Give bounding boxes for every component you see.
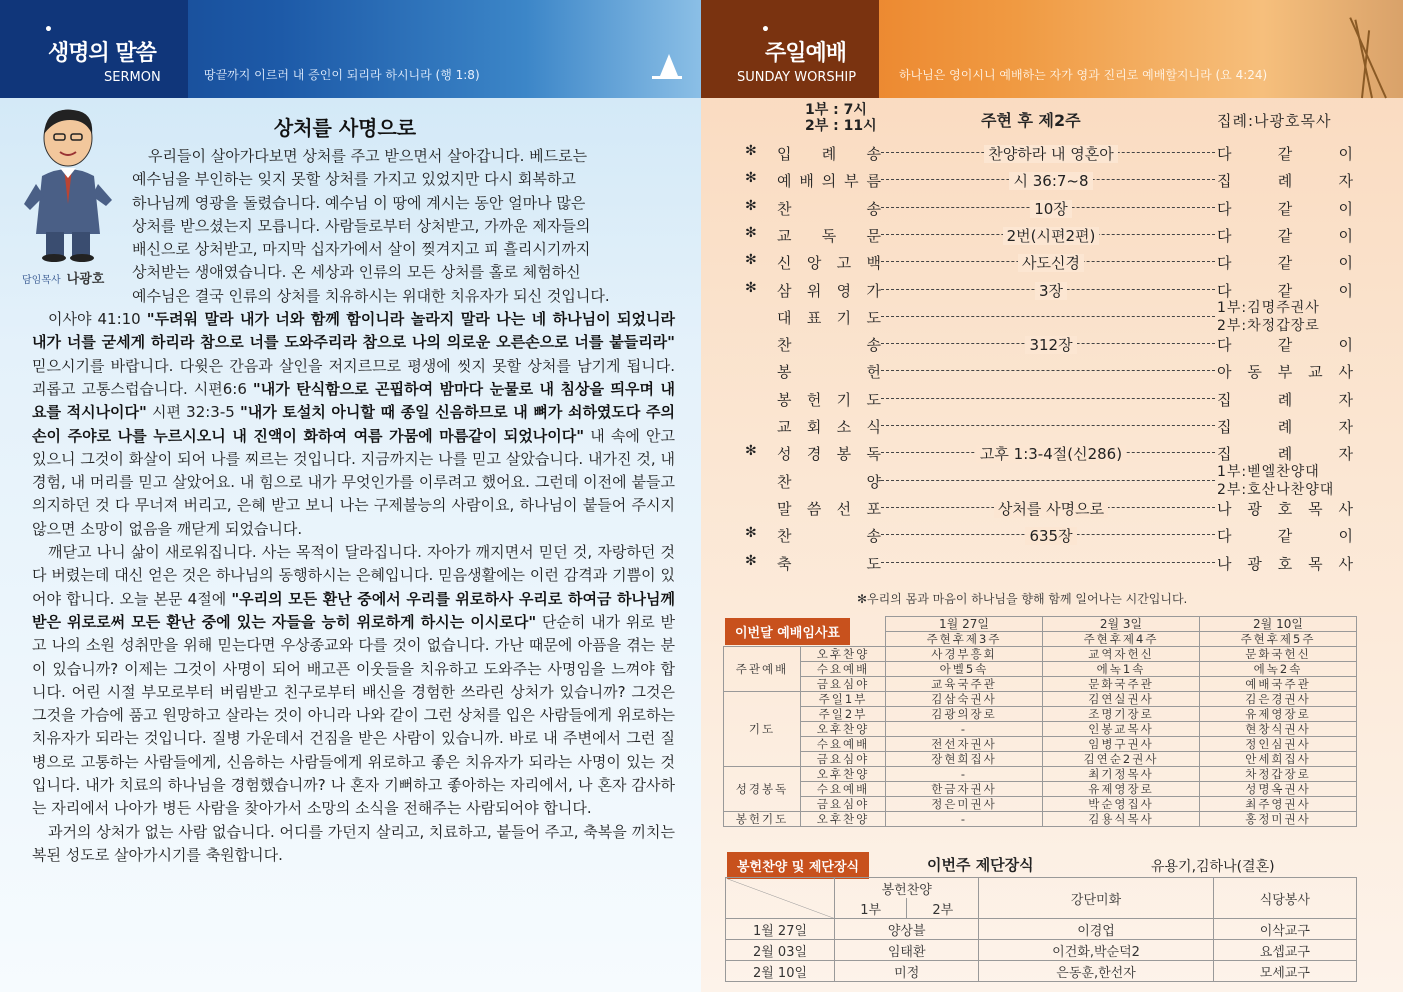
- scripture-quote: "우리의 모든 환난 중에서 우리를 위로하사 우리로 하여금 하나님께 받은 위로로써 모든 환난 중에 있는 자들을 능히 위로하게 하시는 이시로다": [32, 589, 675, 631]
- flow-cell-date: 1월 27일: [726, 919, 835, 940]
- worship-week-title: 주현 후 제2주: [981, 111, 1081, 130]
- service-first: 1부 : 7시: [805, 102, 867, 118]
- schedule-cell: 정인심권사: [1200, 737, 1357, 752]
- schedule-cell: 전선자권사: [886, 737, 1043, 752]
- standing-mark: ✻: [745, 525, 757, 542]
- sermon-header: [0, 0, 701, 98]
- order-content: 찬양하라 내 영혼아: [891, 143, 1211, 164]
- worship-leader: 집례:나광호목사: [1217, 112, 1332, 130]
- standing-mark: ✻: [745, 279, 757, 296]
- schedule-cell: 홍정미권사: [1200, 812, 1357, 827]
- order-content: 고후 1:3-4절(신286): [891, 443, 1211, 464]
- schedule-cell: 예배국주관: [1200, 677, 1357, 692]
- schedule-service: 오후찬양: [801, 812, 886, 827]
- worship-header-verse: 하나님은 영이시니 예배하는 자가 영과 진리로 예배할지니라 (요 4:24): [899, 68, 1268, 82]
- order-row: [741, 194, 1361, 220]
- schedule-cell: 유제영장로: [1043, 782, 1200, 797]
- diagonal-cell: [726, 878, 835, 919]
- sailboat-icon: [660, 54, 678, 76]
- schedule-service: 수요예배: [801, 662, 886, 677]
- scripture-quote: "두려워 말라 내가 너와 함께 함이니라 놀라지 말라 나는 네 하나님이 되었니라 내가 너를 굳세게 하리라 참으로 너를 도와주리라 참으로 나의 의로운 오른손으로 너를 붙들리라": [32, 310, 676, 352]
- standing-mark: ✻: [745, 170, 757, 187]
- flow-cell-kitchen: 모세교구: [1213, 961, 1356, 982]
- schedule-row: [724, 782, 1357, 797]
- sermon-text: 믿으시기를 바랍니다. 다윗은 간음과 살인을 저지르므로 평생에 씻지 못할 상처를 남기게 됩니다. 괴롭고 고통스럽습니다. 시편6:6: [32, 356, 675, 398]
- sermon-page: [0, 0, 701, 992]
- schedule-service: 금요심야: [801, 677, 886, 692]
- schedule-cell: 김용식목사: [1043, 812, 1200, 827]
- worship-logo-english: SUNDAY WORSHIP: [737, 70, 857, 85]
- schedule-row: [724, 677, 1357, 692]
- order-content: 시 36:7~8: [891, 170, 1211, 191]
- flow-cell-flower: 은동훈,한선자: [979, 961, 1213, 982]
- order-row: [741, 385, 1361, 411]
- schedule-service: 오후찬양: [801, 647, 886, 662]
- schedule-row: [724, 752, 1357, 767]
- order-leader: 집 례 자: [1217, 172, 1353, 191]
- sermon-line: 예수님은 결국 인류의 상처를 치유하시는 위대한 치유자가 되신 것입니다.: [132, 286, 610, 305]
- order-row: [741, 412, 1361, 438]
- order-row: [741, 221, 1361, 247]
- order-item: 예 배 의 부 름: [777, 172, 881, 191]
- schedule-cell: 정은미권사: [886, 797, 1043, 812]
- schedule-cell: -: [886, 812, 1043, 827]
- schedule-row: [724, 797, 1357, 812]
- order-item: 신 앙 고 백: [777, 254, 881, 273]
- schedule-cell: 에녹1속: [1043, 662, 1200, 677]
- schedule-date: 2월 3일: [1043, 617, 1200, 632]
- order-row: [741, 494, 1361, 520]
- sermon-logo: [0, 0, 188, 98]
- flow-cell-flower: 이경업: [979, 919, 1213, 940]
- order-leader: 나 광 호 목 사: [1217, 499, 1353, 518]
- schedule-category: 봉헌기도: [724, 812, 801, 827]
- order-item: 찬 송: [777, 527, 881, 546]
- schedule-cell: 박순영집사: [1043, 797, 1200, 812]
- sermon-line: 우리들이 살아가다보면 상처를 주고 받으면서 살아갑니다. 베드로는: [148, 147, 588, 165]
- schedule-service: 금요심야: [801, 797, 886, 812]
- schedule-cell: 성명옥권사: [1200, 782, 1357, 797]
- order-item: 대 표 기 도: [777, 308, 881, 327]
- flow-row: [726, 919, 1357, 940]
- schedule-cell: 안세희집사: [1200, 752, 1357, 767]
- schedule-cell: 김삼숙권사: [886, 692, 1043, 707]
- sermon-header-verse: 땅끝까지 이르러 내 증인이 되리라 하시니라 (행 1:8): [204, 68, 480, 82]
- order-item: 축 도: [777, 554, 881, 573]
- schedule-cell: 교역자헌신: [1043, 647, 1200, 662]
- order-row: [741, 166, 1361, 192]
- schedule-service: 금요심야: [801, 752, 886, 767]
- schedule-row: [724, 722, 1357, 737]
- flow-head-kitchen: 식당봉사: [1213, 878, 1356, 919]
- standing-mark: ✻: [745, 552, 757, 569]
- schedule-row: [724, 812, 1357, 827]
- order-content: 3장: [891, 280, 1211, 301]
- schedule-cell: 김광의장로: [886, 707, 1043, 722]
- sermon-line: 예수님을 부인하는 잊지 못할 상처를 가지고 있었지만 다시 회복하고: [132, 170, 576, 189]
- pastor-name: 나광호: [66, 272, 105, 287]
- schedule-date: 2월 10일: [1200, 617, 1357, 632]
- flow-title: 이번주 제단장식: [927, 856, 1034, 874]
- order-leader: 다 같 이: [1217, 281, 1353, 300]
- order-item: 성 경 봉 독: [777, 445, 881, 464]
- order-leader: 집 례 자: [1217, 445, 1353, 464]
- order-row: [741, 549, 1361, 575]
- order-item: 교 회 소 식: [777, 418, 881, 436]
- order-item: 삼 위 영 가: [777, 281, 881, 300]
- sermon-logo-korean: • 생명의 말씀: [48, 36, 156, 67]
- leader-dots: [881, 316, 1215, 317]
- order-leader: 다 같 이: [1217, 336, 1353, 355]
- schedule-week: 주현후제5주: [1200, 632, 1357, 647]
- order-leader: 다 같 이: [1217, 145, 1353, 163]
- sermon-text: 단순히 내가 위로 받고 나의 소원 성취만을 위해 믿는다면 우상종교와 다를 것이 없습니다. 가난 때문에 아픔을 겪는 분이 있습니까? 이제는 그것이 사명이 되어 배고픈 이웃들을 치유하고 도와주는 사명임을 느껴야 합니다. 어린 시절 부모로부터 버림받고 친구로부터 배신을 경험한 쓰라린 상처가 있습니까? 그것은 그것을 가슴에 품고 원망하고 살라는 것이 아니라 나와 같이 그런 상처를 입은 사람들에게 위로하는 치유자가 되라는 것입니다. 질병 가운데서 건짐을 받은 사람이 있습니까. 바로 내 주변에서 그런 질병으로 고통하는 사람들에게, 신음하는 사람들에게 위로하고 좋은 치유자가 되라는 사명이 있는 것입니다. 내가 치료의 하나님을 경험했습니까? 나 혼자 기뻐하고 좋아하는 자리에서, 나 혼자 감사하는 자리에서 나아가 병든 사람을 찾아가서 소망의 소식을 전해주는 사람되어야 합니다.: [32, 612, 675, 818]
- offering-table: [725, 877, 1357, 982]
- order-note: ✻우리의 몸과 마음이 하나님을 향해 함께 일어나는 시간입니다.: [857, 592, 1188, 606]
- flow-cell-date: 2월 03일: [726, 940, 835, 961]
- order-leader: 다 같 이: [1217, 254, 1353, 273]
- flow-cell-kitchen: 요셉교구: [1213, 940, 1356, 961]
- pastor-role: 담임목사: [22, 275, 61, 286]
- schedule-cell: 최주영권사: [1200, 797, 1357, 812]
- flow-cell-kitchen: 이삭교구: [1213, 919, 1356, 940]
- schedule-week: 주현후제3주: [886, 632, 1043, 647]
- service-second: 2부 : 11시: [805, 118, 877, 134]
- flow-head-second: 2부: [907, 898, 979, 919]
- worship-header: [701, 0, 1403, 98]
- sermon-text: 내 속에 안고 있으니 그것이 화살이 되어 나를 찌르는 것입니다. 지금까지는 나를 믿고 살았습니다. 내가진 것, 내 경험, 내 머리를 믿고 살았어요. 내 힘으로 내가 무엇인가를 이루려고 했어요. 그런데 이전에 붙들고 의지하던 것 다 무너져 버리고, 은혜 받고 보니 나는 구제불능의 사람이요, 하나님이 붙들어 주시지 않으면 소망이 없음을 깨닫게 되었습니다.: [32, 426, 675, 538]
- service-times: [805, 102, 877, 134]
- schedule-cell: 유제영장로: [1200, 707, 1357, 722]
- flow-head-first: 1부: [835, 898, 907, 919]
- order-row: [741, 439, 1361, 465]
- order-item: 찬 송: [777, 199, 881, 218]
- schedule-cell: 임병구권사: [1043, 737, 1200, 752]
- flow-cell-date: 2월 10일: [726, 961, 835, 982]
- leader-dots: [881, 398, 1215, 399]
- schedule-category: 성경봉독: [724, 767, 801, 812]
- flow-head-group: 봉헌찬양: [835, 878, 979, 899]
- sermon-title: 상처를 사명으로: [273, 116, 417, 140]
- schedule-row: [724, 662, 1357, 677]
- worship-page: [701, 0, 1403, 992]
- schedule-category: 기도: [724, 692, 801, 767]
- flow-decoration: 유용기,김하나(결혼): [1151, 859, 1275, 875]
- schedule-week: 주현후제4주: [1043, 632, 1200, 647]
- order-leader: 아 동 부 교 사: [1217, 363, 1353, 382]
- schedule-cell: 에녹2속: [1200, 662, 1357, 677]
- schedule-row: [724, 692, 1357, 707]
- order-row: [741, 299, 1361, 334]
- schedule-cell: 조명기장로: [1043, 707, 1200, 722]
- standing-mark: ✻: [745, 197, 757, 214]
- order-leader: 집 례 자: [1217, 390, 1353, 409]
- sermon-text: 깨닫고 나니 삶이 새로워집니다. 사는 목적이 달라집니다. 자아가 깨지면서 믿던 것, 자랑하던 것 다 버렸는데 대신 얻은 것은 하나님의 동행하시는 은혜입니다. 믿음생활에는 이런 감격과 기쁨이 있어야 합니다. 오늘 본문 4절에: [32, 543, 675, 608]
- standing-mark: ✻: [745, 443, 757, 460]
- schedule-cell: -: [886, 767, 1043, 782]
- schedule-service: 주일1부: [801, 692, 886, 707]
- order-item: 말 씀 선 포: [777, 499, 881, 518]
- order-content: 2번(시편2편): [891, 225, 1211, 246]
- sermon-text: 시편 32:3-5: [146, 403, 240, 422]
- order-row: [741, 276, 1361, 302]
- leader-dots: [881, 480, 1215, 481]
- schedule-cell: 교육국주관: [886, 677, 1043, 692]
- order-leader: 나 광 호 목 사: [1217, 554, 1353, 573]
- flow-cell-praise: 미정: [835, 961, 979, 982]
- order-leader: 집 례 자: [1217, 418, 1353, 436]
- sermon-body: [32, 145, 675, 867]
- schedule-service: 오후찬양: [801, 722, 886, 737]
- schedule-cell: 최기정목사: [1043, 767, 1200, 782]
- schedule-category: 주관예배: [724, 647, 801, 692]
- schedule-cell: 문화국헌신: [1200, 647, 1357, 662]
- order-row: [741, 463, 1361, 498]
- sermon-line: 상처를 받으셨는지 모릅니다. 사람들로부터 상처받고, 가까운 제자들의: [132, 216, 591, 235]
- schedule-cell: 차정갑장로: [1200, 767, 1357, 782]
- flow-row: [726, 961, 1357, 982]
- flow-head-flowers: 강단미화: [979, 878, 1213, 919]
- schedule-service: 주일2부: [801, 707, 886, 722]
- flow-label: 봉헌찬양 및 제단장식: [727, 852, 869, 879]
- leader-dots: [881, 370, 1215, 371]
- schedule-service: 수요예배: [801, 737, 886, 752]
- order-content: 사도신경: [891, 252, 1211, 273]
- sermon-logo-english: SERMON: [104, 70, 161, 85]
- order-item: 봉 헌: [777, 363, 881, 382]
- order-item: 교 독 문: [777, 226, 881, 245]
- schedule-service: 오후찬양: [801, 767, 886, 782]
- sermon-paragraph: [32, 541, 675, 821]
- scripture-quote: "내가 탄식함으로 곤핍하여 밤마다 눈물로 내 침상을 띄우며 내 요를 적시나이다": [32, 379, 675, 422]
- order-leader: 다 같 이: [1217, 226, 1353, 245]
- sermon-line: 하나님께 영광을 돌렸습니다. 예수님 이 땅에 계시는 동안 얼마나 많은: [132, 193, 586, 212]
- standing-mark: ✻: [745, 252, 757, 269]
- schedule-table: [723, 616, 1357, 827]
- flow-row: [726, 940, 1357, 961]
- schedule-cell: 한금자권사: [886, 782, 1043, 797]
- flow-cell-flower: 이건화,박순덕2: [979, 940, 1213, 961]
- schedule-row: [724, 647, 1357, 662]
- sermon-paragraph: 과거의 상처가 없는 사람 없습니다. 어디를 가던지 살리고, 치료하고, 붙들어 주고, 축복을 끼치는 복된 성도로 살아가시기를 축원합니다.: [32, 822, 675, 864]
- sailboat-hull: [652, 76, 682, 79]
- scripture-quote: "내가 토설치 아니할 때 종일 신음하므로 내 뼈가 쇠하였도다 주의 손이 주야로 나를 누르시오니 내 진액이 화하여 여름 가뭄에 마름같이 되었나이다": [32, 403, 675, 445]
- leader-dots: [881, 425, 1215, 426]
- schedule-cell: 김은경권사: [1200, 692, 1357, 707]
- order-row: [741, 330, 1361, 356]
- schedule-row: [724, 737, 1357, 752]
- order-content: 312장: [891, 334, 1211, 355]
- standing-mark: ✻: [745, 143, 757, 159]
- sermon-line: 상처받는 생애였습니다. 온 세상과 인류의 모든 상처를 홀로 체험하신: [132, 263, 581, 282]
- schedule-cell: 인봉교목사: [1043, 722, 1200, 737]
- sermon-text: 이사야 41:10: [48, 310, 147, 329]
- order-content: 상처를 사명으로: [891, 498, 1211, 519]
- schedule-cell: 장현희집사: [886, 752, 1043, 767]
- order-item: 찬 양: [777, 472, 881, 491]
- schedule-service: 수요예배: [801, 782, 886, 797]
- order-item: 찬 송: [777, 336, 881, 355]
- schedule-cell: -: [886, 722, 1043, 737]
- order-content: 10장: [891, 198, 1211, 219]
- order-row: [741, 139, 1361, 165]
- order-row: [741, 521, 1361, 547]
- sermon-line: 배신으로 상처받고, 마지막 십자가에서 살이 찢겨지고 피 흘리시기까지: [132, 240, 591, 259]
- order-leader: 다 같 이: [1217, 527, 1353, 546]
- schedule-date: 1월 27일: [886, 617, 1043, 632]
- schedule-cell: 사경부흥회: [886, 647, 1043, 662]
- schedule-label: 이번달 예배임사표: [725, 618, 850, 645]
- order-leader: 다 같 이: [1217, 199, 1353, 218]
- flow-cell-praise: 임태환: [835, 940, 979, 961]
- order-item: 봉 헌 기 도: [777, 390, 881, 409]
- schedule-cell: 아벨5속: [886, 662, 1043, 677]
- schedule-cell: 현창식권사: [1200, 722, 1357, 737]
- flow-cell-praise: 양상블: [835, 919, 979, 940]
- schedule-cell: 김연실권사: [1043, 692, 1200, 707]
- sermon-paragraph: [32, 308, 675, 541]
- schedule-row: [724, 707, 1357, 722]
- worship-logo-korean: • 주일예배: [765, 36, 846, 67]
- order-item: 입 례 송: [777, 145, 881, 163]
- order-content: 635장: [891, 525, 1211, 546]
- schedule-row: [724, 767, 1357, 782]
- schedule-cell: 김연순2권사: [1043, 752, 1200, 767]
- standing-mark: ✻: [745, 224, 757, 241]
- order-leader: 1부:김명주권사 2부:차정갑장로: [1217, 299, 1320, 334]
- leader-dots: [881, 562, 1215, 563]
- order-row: [741, 248, 1361, 274]
- schedule-cell: 문화국주관: [1043, 677, 1200, 692]
- worship-logo: [701, 0, 879, 98]
- order-row: [741, 357, 1361, 383]
- order-leader: 1부:벧엘찬양대 2부:호산나찬양대: [1217, 463, 1335, 498]
